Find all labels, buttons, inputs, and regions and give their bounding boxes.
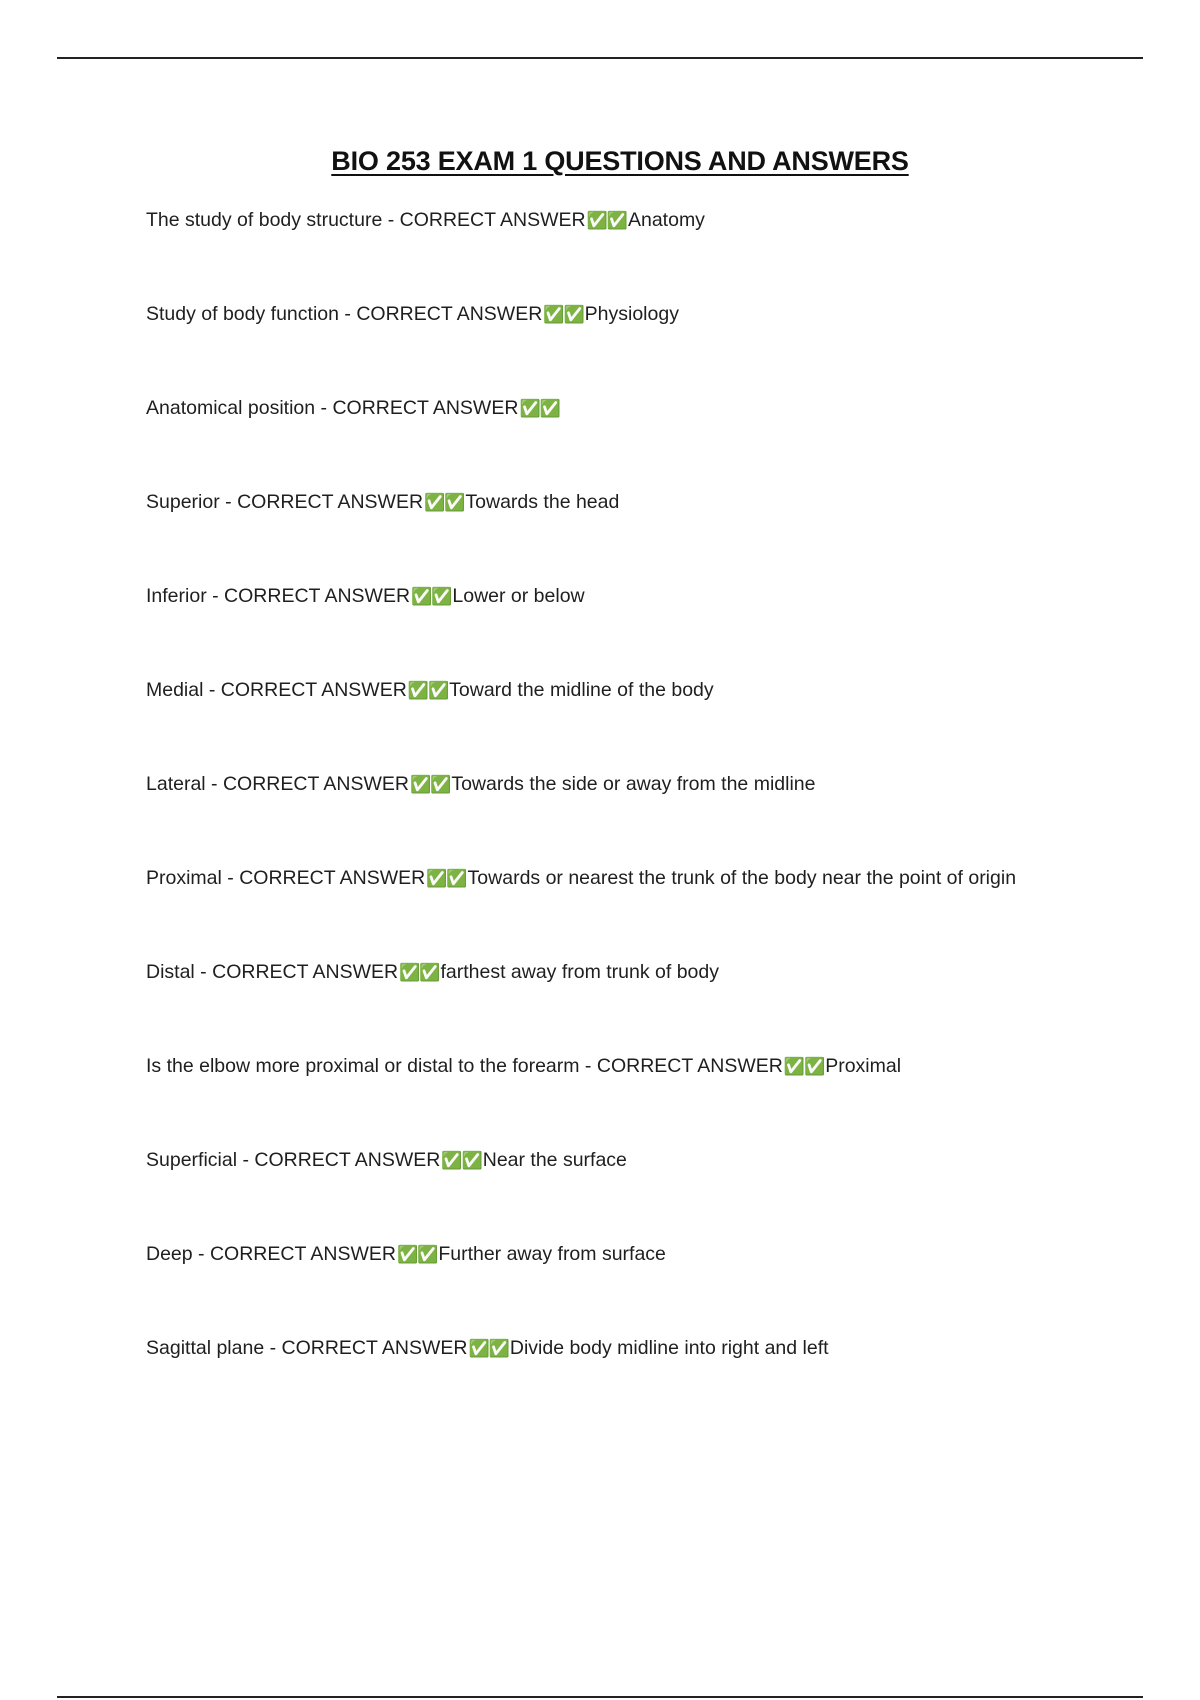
answer-text: Proximal — [825, 1055, 902, 1077]
qa-item — [146, 1051, 1106, 1145]
question-text: Superficial — [146, 1149, 238, 1171]
qa-item — [146, 957, 1106, 1051]
double-check-icon: ✅✅ — [396, 1245, 438, 1265]
qa-item — [146, 1239, 1106, 1333]
separator: - — [315, 397, 333, 419]
correct-answer-label: CORRECT ANSWER — [254, 1149, 441, 1171]
double-check-icon: ✅✅ — [441, 1151, 482, 1171]
answer-text: farthest away from trunk of body — [440, 961, 719, 983]
double-check-icon: ✅✅ — [411, 587, 452, 607]
correct-answer-label: CORRECT ANSWER — [281, 1337, 468, 1359]
double-check-icon: ✅✅ — [519, 399, 560, 419]
double-check-icon: ✅✅ — [468, 1339, 509, 1359]
answer-text: Further away from surface — [438, 1243, 666, 1265]
answer-text: Towards the side or away from the midline — [451, 773, 816, 795]
qa-item — [146, 1333, 1106, 1427]
separator: - — [579, 1055, 597, 1077]
qa-item — [146, 1145, 1106, 1239]
correct-answer-label: CORRECT ANSWER — [399, 209, 586, 231]
question-text: Inferior — [146, 585, 207, 607]
question-text: Deep — [146, 1243, 193, 1265]
double-check-icon: ✅✅ — [586, 211, 627, 231]
answer-text: Near the surface — [482, 1149, 627, 1171]
question-text: Distal — [146, 961, 195, 983]
answer-text: Anatomy — [627, 209, 705, 231]
answer-text: Towards or nearest the trunk of the body near the point of origin — [467, 867, 1017, 889]
double-check-icon: ✅✅ — [407, 681, 449, 701]
qa-item — [146, 675, 1106, 769]
double-check-icon: ✅✅ — [426, 869, 467, 889]
correct-answer-label: CORRECT ANSWER — [209, 1243, 396, 1265]
question-text: Is the elbow more proximal or distal to the forearm — [146, 1055, 580, 1077]
correct-answer-label: CORRECT ANSWER — [239, 867, 426, 889]
correct-answer-label: CORRECT ANSWER — [212, 961, 399, 983]
separator: - — [382, 209, 400, 231]
question-text: Lateral — [146, 773, 206, 795]
correct-answer-label: CORRECT ANSWER — [222, 773, 409, 795]
separator: - — [206, 585, 225, 607]
qa-item — [146, 769, 1106, 863]
double-check-icon: ✅✅ — [424, 493, 465, 513]
question-text: Study of body function — [146, 303, 339, 325]
correct-answer-label: CORRECT ANSWER — [356, 303, 543, 325]
separator: - — [338, 303, 357, 325]
answer-text: Divide body midline into right and left — [509, 1337, 829, 1359]
correct-answer-label: CORRECT ANSWER — [596, 1055, 783, 1077]
answer-text: Lower or below — [452, 585, 585, 607]
correct-answer-label: CORRECT ANSWER — [332, 397, 519, 419]
separator: - — [221, 867, 240, 889]
answer-text: Physiology — [584, 303, 679, 325]
qa-item — [146, 393, 1106, 487]
question-text: Sagittal plane — [146, 1337, 265, 1359]
double-check-icon: ✅✅ — [399, 963, 440, 983]
question-text: Medial — [146, 679, 204, 701]
double-check-icon: ✅✅ — [409, 775, 451, 795]
separator: - — [205, 773, 223, 795]
document-title: BIO 253 EXAM 1 QUESTIONS AND ANSWERS — [331, 146, 909, 176]
separator: - — [194, 961, 213, 983]
separator: - — [192, 1243, 210, 1265]
question-answer-list — [146, 205, 1106, 1427]
question-text: Proximal — [146, 867, 222, 889]
separator: - — [219, 491, 238, 513]
qa-item — [146, 205, 1106, 299]
answer-text: Towards the head — [465, 491, 620, 513]
qa-item — [146, 487, 1106, 581]
correct-answer-label: CORRECT ANSWER — [237, 491, 424, 513]
correct-answer-label: CORRECT ANSWER — [224, 585, 411, 607]
double-check-icon: ✅✅ — [783, 1057, 825, 1077]
correct-answer-label: CORRECT ANSWER — [220, 679, 407, 701]
question-text: The study of body structure — [146, 209, 383, 231]
qa-item — [146, 299, 1106, 393]
question-text: Superior — [146, 491, 220, 513]
qa-item — [146, 863, 1106, 957]
qa-item — [146, 581, 1106, 675]
header-rule — [57, 57, 1143, 59]
double-check-icon: ✅✅ — [543, 305, 584, 325]
question-text: Anatomical position — [146, 397, 316, 419]
separator: - — [237, 1149, 255, 1171]
separator: - — [264, 1337, 282, 1359]
answer-text: Toward the midline of the body — [449, 679, 714, 701]
separator: - — [203, 679, 221, 701]
footer-rule — [57, 1696, 1143, 1698]
